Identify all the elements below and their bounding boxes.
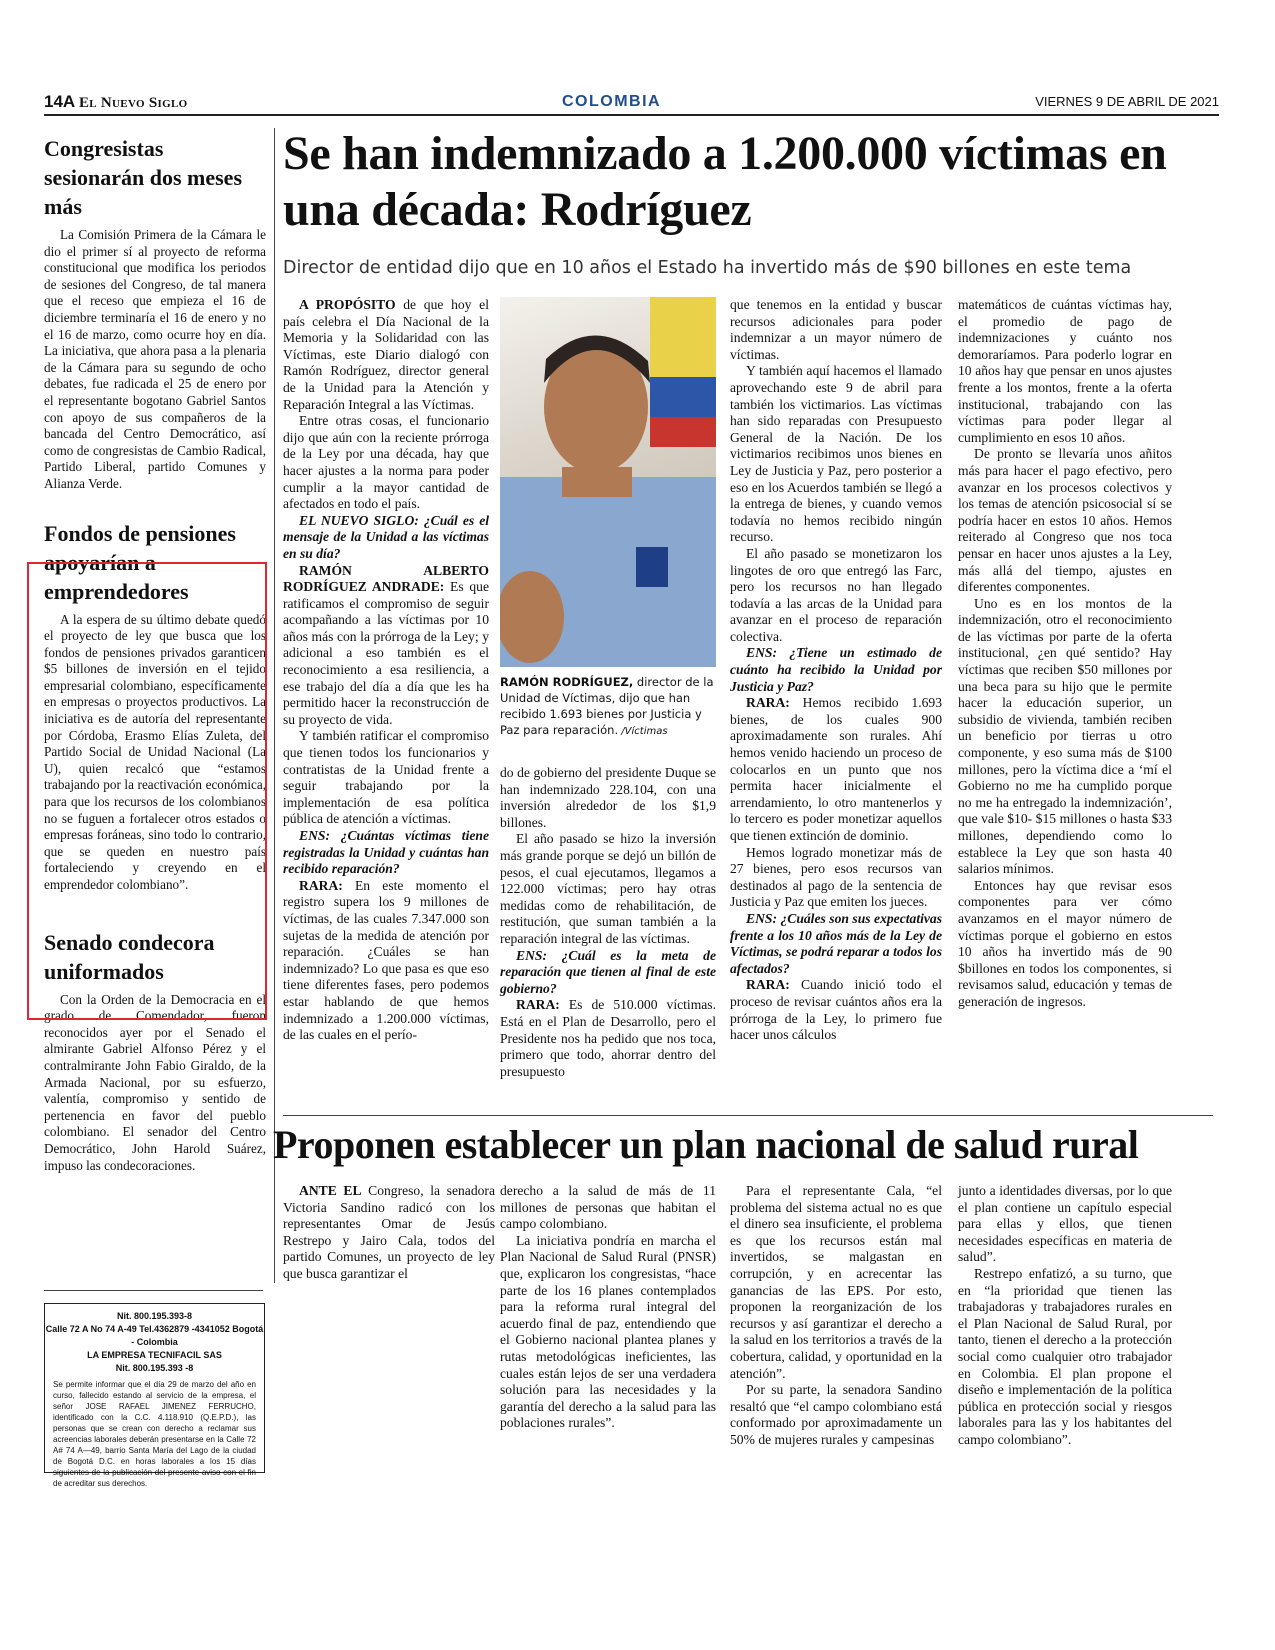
answer: Cuando inició todo el proceso de revisar cuántos años era la prórroga de la Ley, lo primero fue hacer unos cálculos xyxy=(730,977,942,1043)
paragraph: Hemos logrado monetizar más de 27 bienes, pero esos recursos van destinados al pago de la sentencia de Justicia y Paz que emiten los jueces. xyxy=(730,844,942,910)
interview-question: ENS: ¿Tiene un estimado de cuánto ha recibido la Unidad por Justicia y Paz? xyxy=(730,645,942,694)
notice-address: Calle 72 A No 74 A-49 Tel.4362879 -4341052 Bogotá - Colombia xyxy=(45,1324,264,1347)
caption-text: director de la Unidad de Víctimas, dijo que han recibido 1.693 bienes por Justicia y Paz para reparación. xyxy=(500,675,714,737)
answer: Hemos recibido 1.693 bienes, de los cuales 900 aproximadamente son rurales. Ahí hemos venido haciendo un proceso de colocarlos en un punto que nos permita hacer inicialmente el arrendamiento, lo otro mantenerlos y lo tercero es poder monetizar aquellos que tienen extinción de dominio. xyxy=(730,695,942,843)
interview-question: ENS: ¿Cuál es la meta de reparación que tienen al final de este gobierno? xyxy=(500,947,716,996)
lead-word: A PROPÓSITO xyxy=(299,297,396,312)
notice-nit-2: Nit. 800.195.393 -8 xyxy=(115,1363,194,1373)
paragraph: Por su parte, la senadora Sandino resaltó que “el campo colombiano está conformado por aproximadamente un 50% de mujeres rurales y campesinas xyxy=(730,1382,942,1447)
page-number: 14A xyxy=(44,92,76,111)
brief-1-body: La Comisión Primera de la Cámara le dio el primer sí al proyecto de reforma constitucional que modifica los periodos de sesiones del Congreso, de tal manera que el receso que empieza el 16 de diciembre terminaría el 16 de enero y no el 16 de marzo, como ocurre hoy en día. La iniciativa, que ahora pasa a la plenaria de la Cámara para su segundo de ocho debates, fue radicada el 25 de enero por el representante bogotano Gabriel Santos con apoyo de sus compañeros de la bancada del Centro Democrático, así como de congresistas de Cambio Radical, Partido Liberal, partido Comunes y Alianza Verde. xyxy=(44,227,266,491)
paragraph: Y también ratificar el compromiso que tienen todos los funcionarios y contratistas de la Unidad frente a seguir trabajando por la implementación de esa política pública de atención a víctimas. xyxy=(283,728,489,827)
article-column-2 xyxy=(500,765,716,1080)
interviewee-name: RARA: xyxy=(299,877,343,893)
notice-nit: Nit. 800.195.393-8 xyxy=(116,1311,193,1321)
paragraph: junto a identidades diversas, por lo que el plan contiene un capítulo especial para ellas y ellos, que tienen necesidades específicas en materia de salud”. xyxy=(958,1183,1172,1265)
paragraph: do de gobierno del presidente Duque se han indemnizado 228.104, con una inversión alrededor de los $1,9 billones. xyxy=(500,765,716,830)
interview-question: EL NUEVO SIGLO: ¿Cuál es el mensaje de la Unidad a las víctimas en su día? xyxy=(283,512,489,561)
paragraph: Entre otras cosas, el funcionario dijo que aún con la reciente prórroga de la Ley por una década, hay que hacer ajustes a la norma para poder cumplir a la mayor cantidad de afectados en todo el país. xyxy=(283,413,489,512)
paragraph: De pronto se llevaría unos añitos más para hacer el pago efectivo, pero avanzar en los procesos colectivos y los temas de atención psicosocial sí se podría hacer en estos 10 años. Hemos reiterado al Congreso que nos toca pensar en hacer unos ajustes a la Ley, más allá del tiempo, ajustes en diferentes componentes. xyxy=(958,446,1172,595)
paragraph: matemáticos de cuántas víctimas hay, el promedio de pago de indemnizaciones y cuánto nos demoraríamos. Para poderlo lograr en 10 años hay que pensar en unos ajustes frente a los montos, frente a la oferta institucional, trabajando con las víctimas para poder llegar al cumplimiento en esos 10 años. xyxy=(958,297,1172,445)
paragraph: Congreso, la senadora Victoria Sandino radicó con los representantes Omar de Jesús Restrepo y Jairo Cala, todos del partido Comunes, un proyecto de ley que busca garantizar el xyxy=(283,1183,495,1281)
photo-caption xyxy=(500,674,716,740)
portrait-photo xyxy=(500,297,716,667)
interviewee-name: RARA: xyxy=(746,977,790,993)
column-divider xyxy=(274,128,275,1283)
legal-notice xyxy=(44,1303,265,1488)
section-name: COLOMBIA xyxy=(562,93,662,110)
notice-text: Se permite informar que el día 29 de marzo del año en curso, fallecido estando al servicio de la empresa, el señor JOSE RAFAEL JIMENEZ FERRUCHO, identificado con la C.C. 4.118.910 (Q.E.P.D.), las personas que se crean con derecho a reclamar sus acreencias laborales deberán presentarse en la Calle 72 A# 74 A—49, barrio Santa María del Lago de la ciudad de Bogotá D.C. en horas laborales a los 15 días siguientes de la publicación del presente aviso con el fin de acreditar sus derechos. xyxy=(53,1380,256,1488)
paragraph: Entonces hay que revisar esos componentes para ver cómo avanzamos en el mayor número de víctimas porque el gobierno en estos 10 años ha invertido más de 90 $billones en todos los componentes, si revisamos salud, educación y temas de generación de ingresos. xyxy=(958,877,1172,1009)
main-headline: Se han indemnizado a 1.200.000 víctimas en una década: Rodríguez xyxy=(283,127,1167,236)
brief-3-title: Senado condecora uniformados xyxy=(44,929,215,984)
paragraph: La iniciativa pondría en marcha el Plan Nacional de Salud Rural (PNSR) que, explicaron los congresistas, “hace parte de los 16 planes contemplados para la reforma rural integral del acuerdo final de paz, entendiendo que el Gobierno nacional plantea planes y rutas metodológicas ineficientes, las cuales están lejos de ser una verdadera solución para las necesidades y la garantía del derecho a la salud para las poblaciones rurales”. xyxy=(500,1232,716,1431)
notice-company: LA EMPRESA TECNIFACIL SAS xyxy=(87,1350,222,1360)
answer: Es que ratificamos el compromiso de seguir acompañando a las víctimas por 10 años más con la prórroga de la Ley; y adicional a eso también es el reconocimiento a esa resiliencia, a ese trabajo del día a día que les ha permitido hacer la reconstrucción de su proyecto de vida. xyxy=(283,579,489,727)
story-2-column-4 xyxy=(958,1183,1172,1449)
lead-word: ANTE EL xyxy=(299,1183,362,1198)
article-column-3 xyxy=(730,297,942,1044)
highlight-box xyxy=(27,562,267,1020)
paragraph: que tenemos en la entidad y buscar recursos adicionales para poder indemnizar a un mayor número de víctimas. xyxy=(730,297,942,362)
main-subheadline: Director de entidad dijo que en 10 años el Estado ha invertido más de $90 billones en este tema xyxy=(283,258,1132,278)
paragraph: El año pasado se monetizaron los lingotes de oro que entregó las Farc, pero los recursos no han llegado todavía a las arcas de la Unidad para avanzar en el proceso de reparación colectiva. xyxy=(730,545,942,644)
newspaper-name: El Nuevo Siglo xyxy=(78,95,188,111)
notice-divider xyxy=(44,1290,263,1291)
caption-name: RAMÓN RODRÍGUEZ, xyxy=(500,675,634,689)
brief-2-body: A la espera de su último debate quedó el proyecto de ley que busca que los fondos de pensiones privados garanticen $5 billones de inversión en el tejido empresarial colombiano, específicamente en empresas o proyectos productivos. La iniciativa es de autoría del representante por Córdoba, Erasmo Elías Zuleta, del Partido Social de Unidad Nacional (La U), quien recalcó que “estamos trabajando por la reactivación económica, para que los recursos de los colombianos no se fuguen a fortalecer otros estados o empresas foráneas, sino todo lo contrario, que se queden en nuestro país fortaleciendo y creyendo en el emprendedor colombiano”. xyxy=(44,611,266,892)
story-2-headline: Proponen establecer un plan nacional de salud rural xyxy=(273,1122,1139,1167)
page-header-left xyxy=(44,92,187,112)
paragraph: Restrepo enfatizó, a su turno, que en “la prioridad que tienen las trabajadoras y trabajadores rurales en el Plan Nacional de Salud Rural, por tanto, tienen el derecho a la protección social como cualquier otro trabajador en Colombia. El plan propone el diseño e implementación de la política pública en protección social y riesgos laborales para las y los habitantes del campo colombiano”. xyxy=(958,1265,1172,1447)
paragraph: El año pasado se hizo la inversión más grande porque se dejó un billón de pesos, el cual ejecutamos, llegamos a 122.000 víctimas; pero hay otras medidas como de rehabilitación, de restitución, que suman también a la reparación integral de las víctimas. xyxy=(500,831,716,946)
paragraph: de que hoy el país celebra el Día Nacional de la Memoria y la Solidaridad con las Víctimas, este Diario dialogó con Ramón Rodríguez, director general de la Unidad para la Atención y Reparación Integral a las Víctimas. xyxy=(283,297,489,412)
story-2-column-1 xyxy=(283,1183,495,1283)
caption-credit: /Víctimas xyxy=(618,726,668,737)
header-divider xyxy=(44,114,1219,116)
interviewee-name: RARA: xyxy=(746,695,790,711)
portrait-illustration xyxy=(500,297,716,667)
brief-2-title: Fondos de pensiones apoyarían a emprendedores xyxy=(44,520,236,604)
answer: Es de 510.000 víctimas. Está en el Plan de Desarrollo, pero el Presidente nos ha pedido que nos toca, primero que todo, ahorrar dentro del presupuesto xyxy=(500,997,716,1079)
interview-question: ENS: ¿Cuántas víctimas tiene registradas la Unidad y cuántas han recibido reparación? xyxy=(283,828,489,877)
story-2-column-3 xyxy=(730,1183,942,1449)
brief-3-body: Con la Orden de la Democracia en el grado de Comendador, fueron reconocidos ayer por el Senado el almirante Gabriel Alfonso Pérez y el contralmirante John Fabio Giraldo, de la Armada Nacional, por su esfuerzo, valentía, compromiso y sentido de pertenencia en favor del pueblo colombiano. El senador del Centro Democrático, John Harold Suárez, impuso las condecoraciones. xyxy=(44,991,266,1173)
brief-1-title: Congresistas sesionarán dos meses más xyxy=(44,136,243,219)
issue-date: VIERNES 9 DE ABRIL DE 2021 xyxy=(1035,94,1219,109)
interviewee-name: RAMÓN ALBERTO RODRÍGUEZ ANDRADE: xyxy=(283,562,489,595)
paragraph: Uno es en los montos de la indemnización, otro el reconocimiento de las víctimas por parte de la oferta institucional, ¿en qué sentido? Hay víctimas que reciben $50 millones por una beca para su hijo que le permite hacer la educación superior, un subsidio de vivienda, también reciben un beneficio por tierras u otro componente, y eso suma más de $100 millones, pero la víctima dice a ‘mí el Gobierno no me ha cumplido porque no me ha entregado la indemnización’, que vale $10- $15 millones o hasta $33 millones, dependiendo como lo establece la Ley que son hasta 40 salarios mínimos. xyxy=(958,595,1172,877)
story-divider xyxy=(283,1115,1213,1116)
article-column-1 xyxy=(283,297,489,1044)
paragraph: Para el representante Cala, “el problema del sistema actual no es que el dinero sea insuficiente, el problema es que los recursos están mal invertidos, se malgastan en corrupción, y en acrecentar las ganancias de las EPS. Por esto, proponen la reorganización de los recursos y así garantizar el derecho a la salud en los territorios a través de la cobertura, calidad, y oportunidad en la atención”. xyxy=(730,1183,942,1381)
paragraph: derecho a la salud de más de 11 millones de personas que habitan el campo colombiano. xyxy=(500,1183,716,1232)
paragraph: Y también aquí hacemos el llamado aprovechando este 9 de abril para también los victimarios. Las víctimas han sido reparadas con Presupuesto General de la Nación. De los victimarios recibimos unos bienes en Ley de Justicia y Paz, pero posterior a eso en los Acuerdos también se llegó a la entrega de bienes, y cuando vemos todavía no hemos recibido ningún recurso. xyxy=(730,363,942,545)
answer: En este momento el registro supera los 9 millones de víctimas, de las cuales 7.347.000 son sujetas de la medida de atención por reparación. ¿Cuáles se han indemnizado? Lo que pasa es que eso tiene diferentes fases, pero podemos estar hablando de que hemos indemnizado a 1.200.000 víctimas, de las cuales en el perío- xyxy=(283,877,489,1043)
article-column-4 xyxy=(958,297,1172,1011)
interview-question: ENS: ¿Cuáles son sus expectativas frente a los 10 años más de la Ley de Víctimas, se podrá reparar a todos los afectados? xyxy=(730,910,942,976)
story-2-column-2 xyxy=(500,1183,716,1432)
interviewee-name: RARA: xyxy=(516,997,560,1013)
